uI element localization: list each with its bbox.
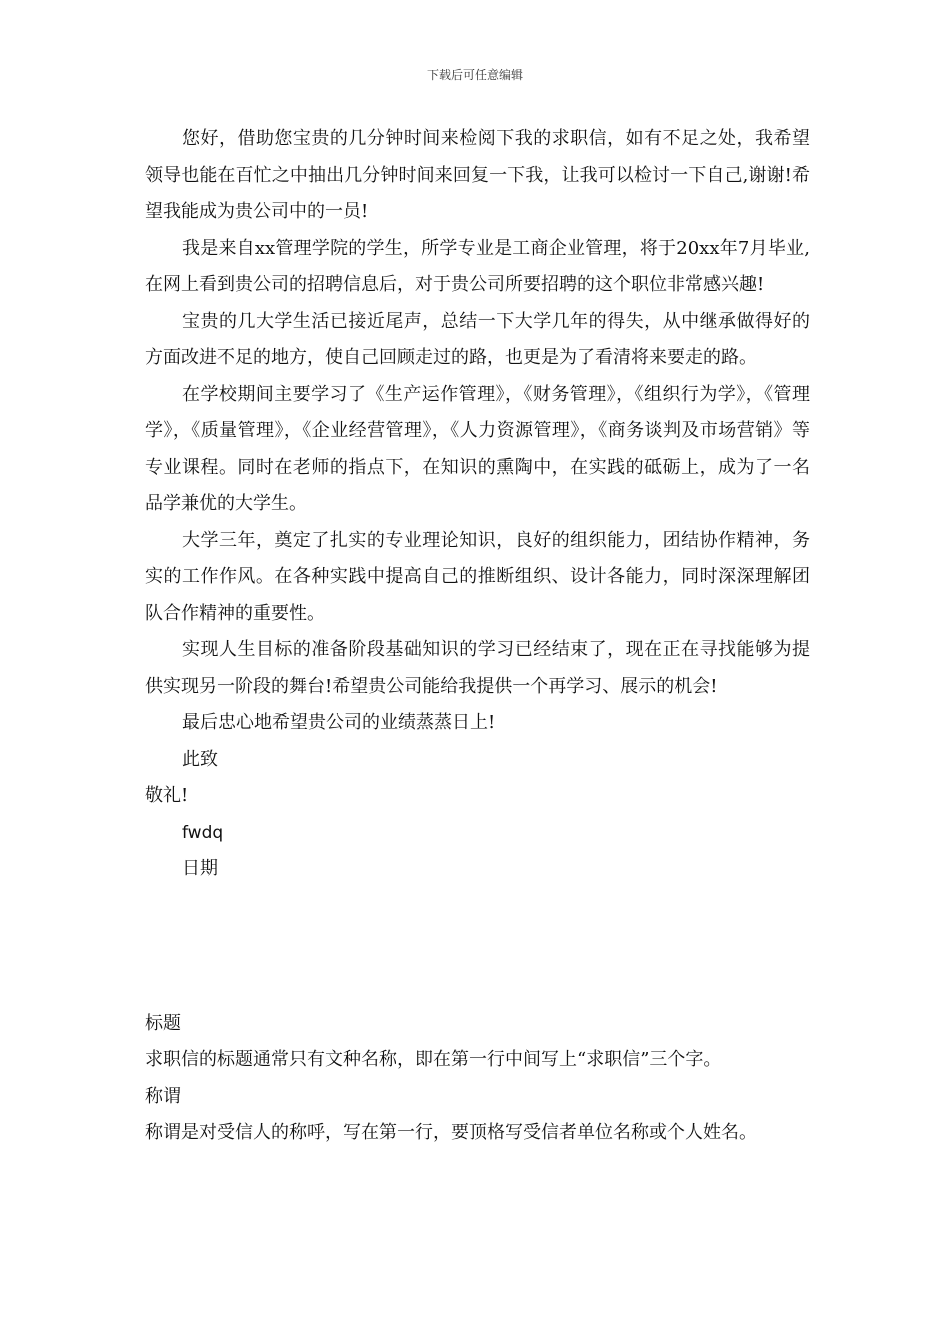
notes-title-heading: 标题 [145, 1012, 181, 1034]
notes-salutation-heading: 称谓 [145, 1085, 181, 1107]
signature: fwdq [182, 822, 224, 843]
section-spacer [145, 888, 810, 1006]
closing-line-2: 敬礼! [145, 785, 189, 806]
letter-paragraph-3: 宝贵的几大学生活已接近尾声，总结一下大学几年的得失，从中继承做得好的方面改进不足的地方，使自己回顾走过的路，也更是为了看清将来要走的路。 [145, 310, 810, 368]
date-line: 日期 [182, 858, 218, 879]
document-body [145, 121, 810, 1152]
page-header: 下载后可任意编辑 [426, 68, 523, 82]
letter-paragraph-7: 最后忠心地希望贵公司的业绩蒸蒸日上! [182, 712, 496, 733]
letter-paragraph-6: 实现人生目标的准备阶段基础知识的学习已经结束了，现在正在寻找能够为提供实现另一阶段的舞台!希望贵公司能给我提供一个再学习、展示的机会! [145, 639, 810, 697]
closing-line-1: 此致 [182, 748, 218, 770]
letter-paragraph-5: 大学三年，奠定了扎实的专业理论知识，良好的组织能力，团结协作精神，务实的工作作风。在各种实践中提高自己的推断组织、设计各能力，同时深深理解团队合作精神的重要性。 [145, 529, 810, 624]
letter-paragraph-4: 在学校期间主要学习了《生产运作管理》，《财务管理》，《组织行为学》，《管理学》，《质量管理》，《企业经营管理》，《人力资源管理》，《商务谈判及市场营销》等专业课程。同时在老师的指点下，在知识的熏陶中，在实践的砥砺上，成为了一名品学兼优的大学生。 [145, 383, 810, 514]
notes-title-text: 求职信的标题通常只有文种名称，即在第一行中间写上“求职信”三个字。 [145, 1049, 722, 1070]
letter-paragraph-1: 您好，借助您宝贵的几分钟时间来检阅下我的求职信，如有不足之处，我希望领导也能在百忙之中抽出几分钟时间来回复一下我，让我可以检讨一下自己,谢谢!希望我能成为贵公司中的一员! [145, 128, 810, 222]
letter-paragraph-2: 我是来自xx管理学院的学生，所学专业是工商企业管理，将于20xx年7月毕业,在网上看到贵公司的招聘信息后，对于贵公司所要招聘的这个职位非常感兴趣! [145, 237, 810, 295]
notes-salutation-text: 称谓是对受信人的称呼，写在第一行，要顶格写受信者单位名称或个人姓名。 [145, 1122, 757, 1143]
